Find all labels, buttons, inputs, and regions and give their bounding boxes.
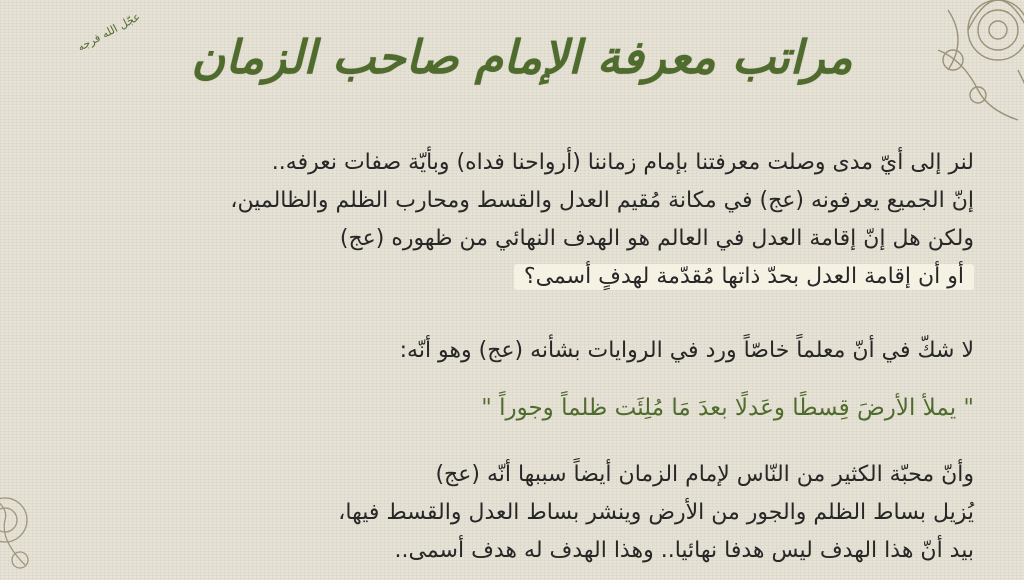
floral-ornament-icon: [918, 0, 1024, 130]
highlighted-question: أو أن إقامة العدل بحدّ ذاتها مُقدّمة لهدفٍ أسمى؟: [514, 264, 974, 290]
text-line: ولكن هل إنّ إقامة العدل في العالم هو الهدف النهائي من ظهوره (عج): [339, 226, 974, 251]
text-line: لا شكّ في أنّ معلماً خاصّاً ورد في الروايات بشأنه (عج) وهو أنّه:: [399, 338, 974, 363]
text-line: وأنّ محبّة الكثير من النّاس لإمام الزمان أيضاً سببها أنّه (عج): [435, 462, 974, 487]
text-line: بيد أنّ هذا الهدف ليس هدفا نهائيا.. وهذا الهدف له هدف أسمى..: [394, 538, 974, 563]
quote-line: " يملأ الأرضَ قِسطًا وعَدلًا بعدَ مَا مُلِئَت ظلماً وجوراً ": [481, 395, 974, 421]
page-title: مراتب معرفة الإمام صاحب الزمان: [191, 30, 853, 84]
text-line: يُزيل بساط الظلم والجور من الأرض وينشر بساط العدل والقسط فيها،: [338, 500, 974, 525]
floral-ornament-icon: [0, 470, 40, 580]
text-line: إنّ الجميع يعرفونه (عج) في مكانة مُقيم العدل والقسط ومحارب الظلم والظالمين،: [230, 188, 974, 213]
title-honorific: عجّل الله فرجه: [75, 9, 143, 54]
text-line: لنر إلى أيّ مدى وصلت معرفتنا بإمام زماننا (أرواحنا فداه) وبأيّة صفات نعرفه..: [271, 150, 974, 175]
